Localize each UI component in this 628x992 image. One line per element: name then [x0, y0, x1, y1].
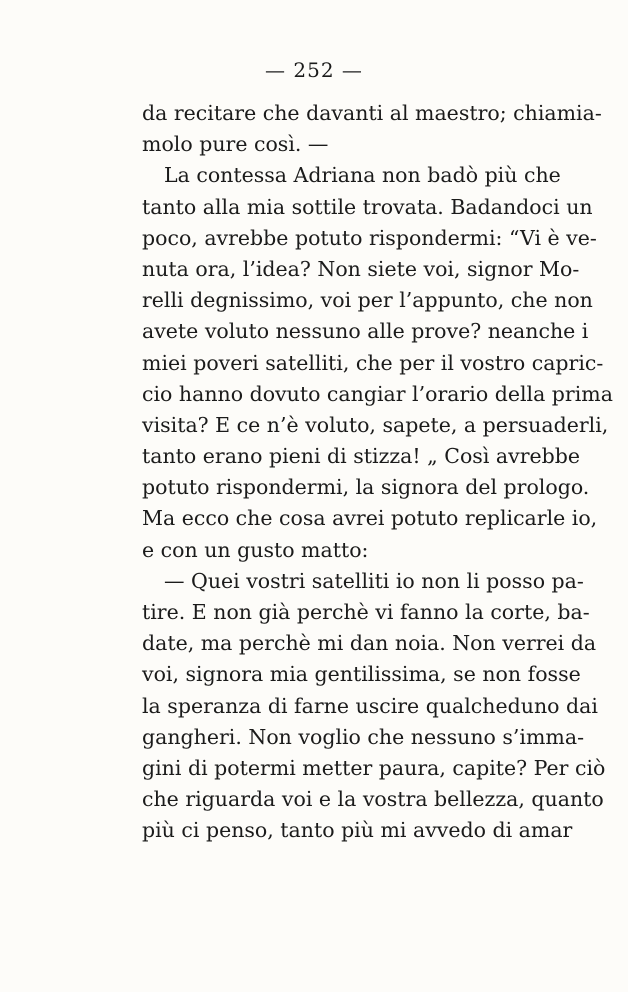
page-number: — 252 — — [265, 58, 363, 82]
text-line: nuta ora, l’idea? Non siete voi, signor Mo- — [142, 256, 580, 281]
text-line: gini di potermi metter paura, capite? Per ciò — [142, 755, 606, 780]
text-line: tanto erano pieni di stizza! „ Così avrebbe — [142, 444, 581, 469]
text-line: avete voluto nessuno alle prove? neanche i — [142, 319, 589, 344]
text-line: relli degnissimo, voi per l’appunto, che non — [142, 288, 593, 313]
text-line: e con un gusto matto: — [142, 537, 369, 562]
text-line: Ma ecco che cosa avrei potuto replicarle io, — [142, 506, 598, 531]
text-line: visita? E ce n’è voluto, sapete, a persuaderli, — [142, 412, 609, 437]
text-line: da recitare che davanti al maestro; chiamia- — [142, 101, 602, 125]
text-line: tanto alla mia sottile trovata. Badandoci un — [142, 194, 593, 219]
body-text — [142, 98, 613, 847]
text-line: La contessa Adriana non badò più che — [164, 163, 561, 188]
text-line: più ci penso, tanto più mi avvedo di amar — [142, 818, 573, 843]
text-line: molo pure così. — — [142, 132, 329, 157]
text-line: — Quei vostri satelliti io non li posso pa- — [164, 568, 584, 593]
text-line: poco, avrebbe potuto rispondermi: “Vi è ve- — [142, 225, 597, 250]
text-line: tire. E non già perchè vi fanno la corte, ba- — [142, 600, 590, 624]
text-line: potuto rispondermi, la signora del prologo. — [142, 475, 590, 500]
text-line: cio hanno dovuto cangiar l’orario della prima — [142, 381, 613, 406]
text-line: miei poveri satelliti, che per il vostro capric- — [142, 350, 604, 375]
text-line: la speranza di farne uscire qualcheduno dai — [142, 693, 598, 718]
text-line: gangheri. Non voglio che nessuno s’imma- — [142, 724, 585, 749]
text-line: voi, signora mia gentilissima, se non fosse — [142, 662, 581, 687]
text-line: date, ma perchè mi dan noia. Non verrei da — [142, 631, 597, 656]
text-line: che riguarda voi e la vostra bellezza, quanto — [142, 787, 604, 812]
